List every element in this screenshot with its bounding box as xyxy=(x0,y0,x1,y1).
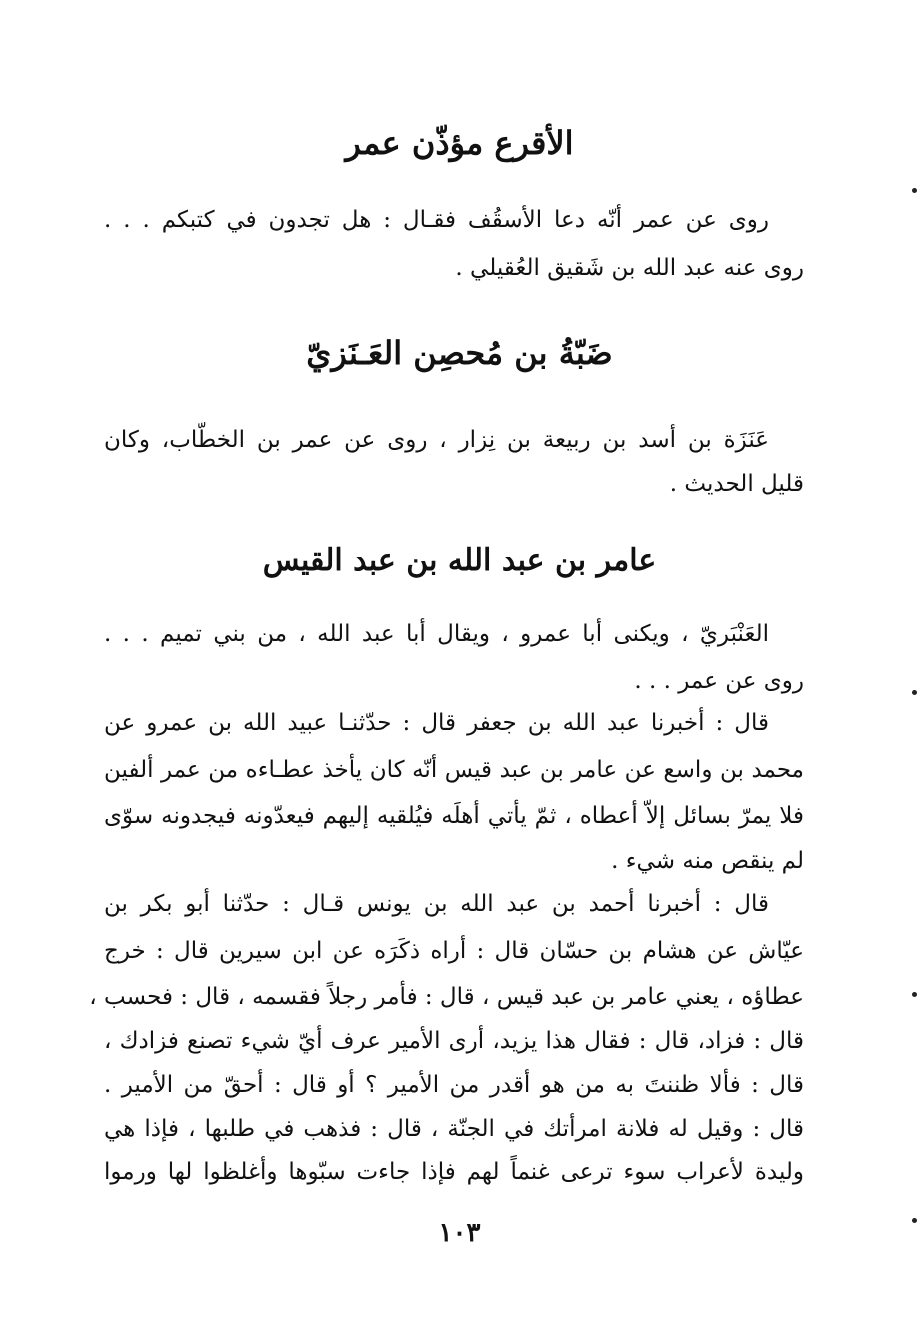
paragraph-line: قال : فألا ظننتَ به من هو أقدر من الأمير ؟ أو قال : أحقّ من الأمير . xyxy=(104,1072,804,1098)
section-title-aqra: الأقرع مؤذّن عمر xyxy=(345,124,574,162)
paragraph-line: روى عن عمر . . . xyxy=(634,668,804,694)
paragraph-line: فلا يمرّ بسائل إلاّ أعطاه ، ثمّ يأتي أهلَه فيُلقيه إليهم فيعدّونه فيجدونه سوّى xyxy=(104,803,804,829)
page-number: ١٠٣ xyxy=(438,1218,481,1248)
section-title-amir: عامر بن عبد الله بن عبد القيس xyxy=(262,543,657,578)
paragraph-line: عَنَزَة بن أسد بن ربيعة بن نِزار ، روى عن عمر بن الخطّاب، وكان xyxy=(104,427,769,453)
paragraph-line: عطاؤه ، يعني عامر بن عبد قيس ، قال : فأمر رجلاً فقسمه ، قال : فحسب ، xyxy=(89,984,804,1010)
paragraph-line: قال : أخبرنا أحمد بن عبد الله بن يونس قـال : حدّثنا أبو بكر بن xyxy=(104,891,769,917)
scan-speck xyxy=(912,1218,917,1223)
paragraph-line: روى عن عمر أنّه دعا الأسقُف فقـال : هل تجدون في كتبكم . . . xyxy=(104,207,769,233)
scan-speck xyxy=(912,188,917,193)
paragraph-line: العَنْبَريّ ، ويكنى أبا عمرو ، ويقال أبا عبد الله ، من بني تميم . . . xyxy=(104,621,769,647)
paragraph-line: روى عنه عبد الله بن شَقيق العُقيلي . xyxy=(455,255,804,281)
scan-speck xyxy=(912,992,917,997)
paragraph-line: قليل الحديث . xyxy=(669,471,804,497)
paragraph-line: محمد بن واسع عن عامر بن عبد قيس أنّه كان يأخذ عطـاءه من عمر ألفين xyxy=(104,757,804,783)
scan-speck xyxy=(912,690,917,695)
paragraph-line: قال : فزاد، قال : فقال هذا يزيد، أرى الأمير عرف أيّ شيء تصنع فزادك ، xyxy=(104,1028,804,1054)
section-title-dabba: ضَبّةُ بن مُحصِن العَـنَزيّ xyxy=(306,334,613,372)
paragraph-line: قال : أخبرنا عبد الله بن جعفر قال : حدّثنـا عبيد الله بن عمرو عن xyxy=(104,710,769,736)
paragraph-line: لم ينقص منه شيء . xyxy=(611,848,804,874)
paragraph-line: عيّاش عن هشام بن حسّان قال : أراه ذكَرَه عن ابن سيرين قال : خرج xyxy=(104,938,804,964)
paragraph-line: قال : وقيل له فلانة امرأتك في الجنّة ، قال : فذهب في طلبها ، فإذا هي xyxy=(104,1116,804,1142)
paragraph-line: وليدة لأعراب سوء ترعى غنماً لهم فإذا جاءت سبّوها وأغلظوا لها ورموا xyxy=(104,1159,804,1185)
